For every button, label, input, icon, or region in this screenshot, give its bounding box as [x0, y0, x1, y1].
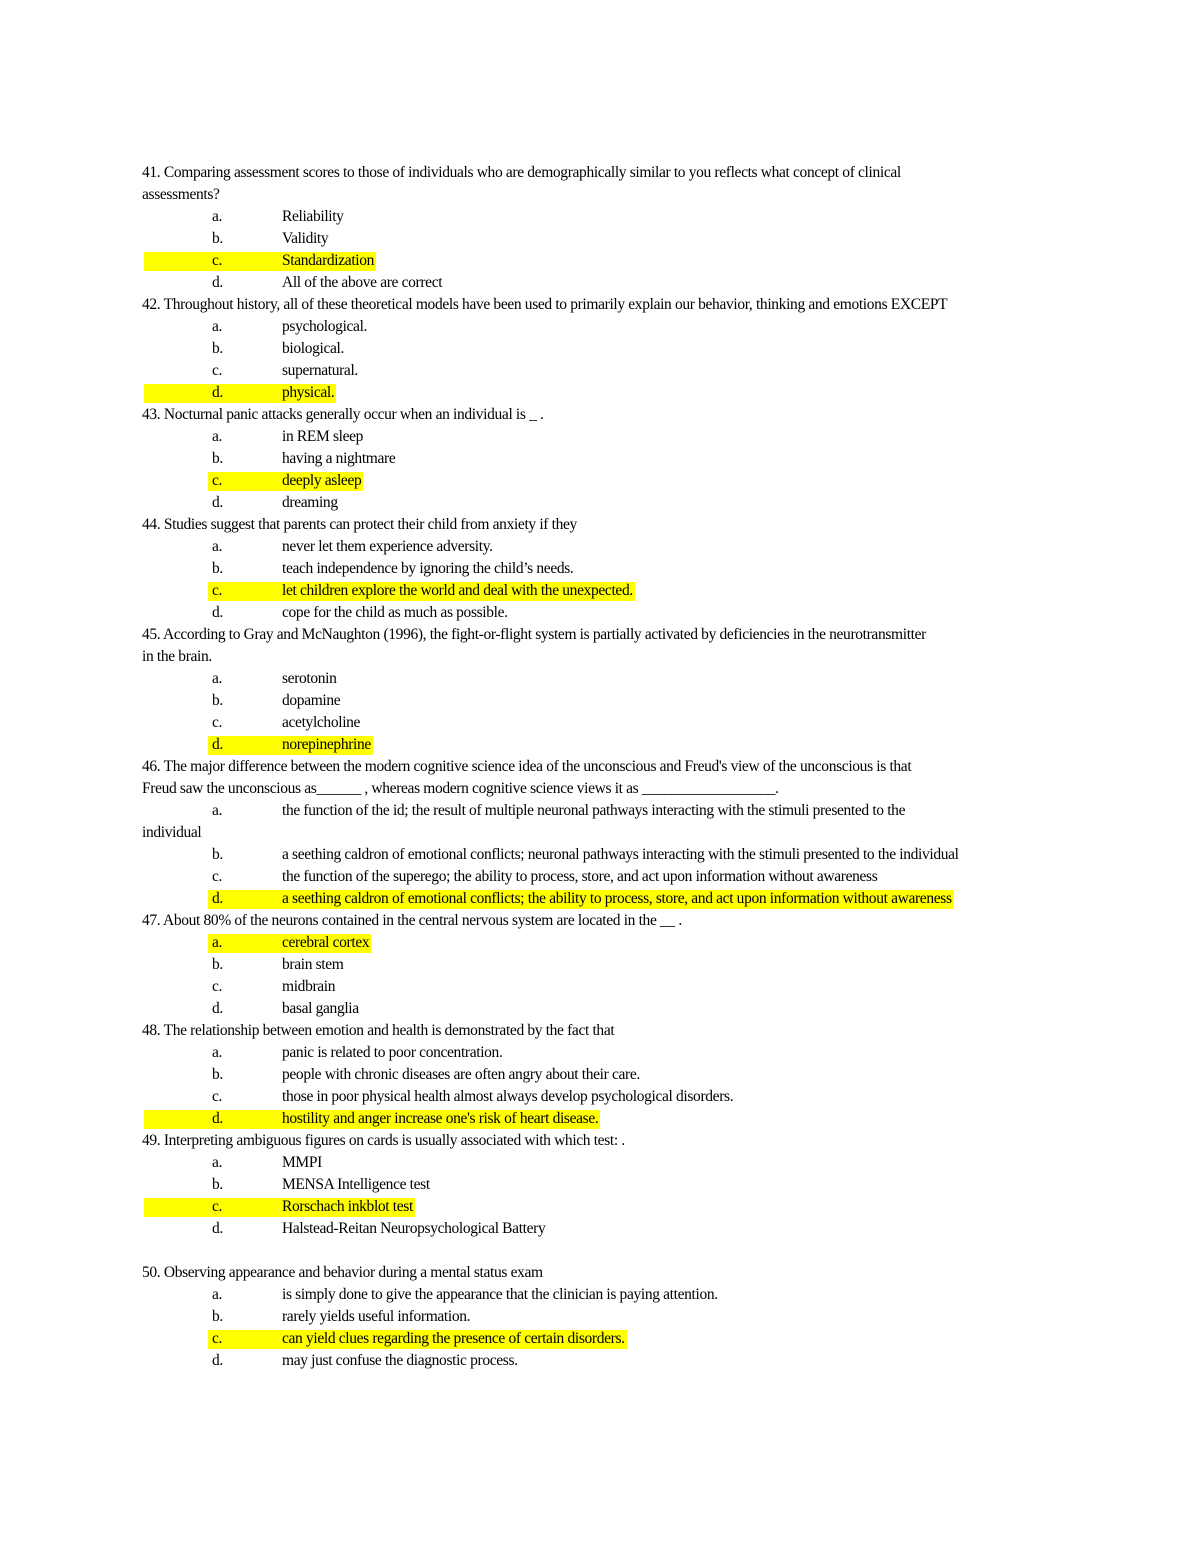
option-text: MENSA Intelligence test — [282, 1176, 430, 1193]
answer-option — [142, 668, 1072, 690]
option-letter: d. — [212, 274, 223, 291]
option-letter: d. — [212, 1220, 223, 1237]
answer-option-correct — [142, 932, 1072, 954]
option-letter: c. — [212, 362, 223, 379]
answer-option-correct — [142, 734, 1072, 756]
answer-option — [142, 492, 1072, 514]
option-text: serotonin — [282, 670, 337, 687]
option-text: panic is related to poor concentration. — [282, 1044, 503, 1061]
option-letter: c. — [212, 1330, 223, 1347]
question-block — [142, 1130, 1072, 1240]
question-block — [142, 404, 1072, 514]
answer-option — [142, 1086, 1072, 1108]
option-text: may just confuse the diagnostic process. — [282, 1352, 518, 1369]
option-letter: c. — [212, 978, 223, 995]
option-text: All of the above are correct — [282, 274, 443, 291]
question-stem: 43. Nocturnal panic attacks generally occur when an individual is _ . — [142, 406, 544, 423]
answer-option — [142, 1042, 1072, 1064]
question-stem: 49. Interpreting ambiguous figures on cards is usually associated with which test: . — [142, 1132, 625, 1149]
answer-option-correct — [142, 1328, 1072, 1350]
option-text: Rorschach inkblot test — [282, 1198, 413, 1215]
answer-option-correct — [142, 250, 1072, 272]
option-letter: a. — [212, 318, 223, 335]
option-letter: a. — [212, 208, 223, 225]
answer-option — [142, 536, 1072, 558]
answer-option-correct — [142, 1108, 1072, 1130]
option-letter: c. — [212, 582, 223, 599]
answer-option-correct — [142, 888, 1072, 910]
option-letter: a. — [212, 670, 223, 687]
option-text: having a nightmare — [282, 450, 396, 467]
option-letter: c. — [212, 472, 223, 489]
option-text: midbrain — [282, 978, 336, 995]
answer-option-correct — [142, 1196, 1072, 1218]
option-text: dreaming — [282, 494, 338, 511]
answer-option — [142, 998, 1072, 1020]
option-text: dopamine — [282, 692, 341, 709]
option-text: those in poor physical health almost always develop psychological disorders. — [282, 1088, 734, 1105]
option-letter: c. — [212, 714, 223, 731]
option-text: teach independence by ignoring the child’s needs. — [282, 560, 574, 577]
option-text: Standardization — [282, 252, 375, 269]
option-letter: d. — [212, 494, 223, 511]
option-text: cerebral cortex — [282, 934, 370, 951]
option-letter: b. — [212, 956, 223, 973]
option-text: brain stem — [282, 956, 344, 973]
option-letter: b. — [212, 230, 223, 247]
option-text: the function of the superego; the ability to process, store, and act upon information without awareness — [282, 868, 878, 885]
answer-option — [142, 844, 1072, 866]
answer-option — [142, 360, 1072, 382]
answer-option — [142, 800, 1072, 822]
question-block — [142, 514, 1072, 624]
answer-option — [142, 712, 1072, 734]
option-letter: a. — [212, 1044, 223, 1061]
question-stem-continued: assessments? — [142, 186, 220, 203]
answer-option — [142, 338, 1072, 360]
question-stem: 46. The major difference between the modern cognitive science idea of the unconscious and Freud's view of the unconscious is that — [142, 758, 912, 775]
question-block — [142, 910, 1072, 1020]
option-text: can yield clues regarding the presence of certain disorders. — [282, 1330, 625, 1347]
option-text: MMPI — [282, 1154, 322, 1171]
spacer — [142, 1240, 1072, 1262]
answer-option — [142, 558, 1072, 580]
question-stem: 50. Observing appearance and behavior during a mental status exam — [142, 1264, 543, 1281]
question-stem-continued: Freud saw the unconscious as______ , whereas modern cognitive science views it as __________________. — [142, 780, 779, 797]
option-text: psychological. — [282, 318, 368, 335]
option-letter: d. — [212, 1352, 223, 1369]
option-letter: a. — [212, 802, 223, 819]
option-letter: d. — [212, 1000, 223, 1017]
option-text: Reliability — [282, 208, 344, 225]
answer-option — [142, 690, 1072, 712]
answer-option — [142, 976, 1072, 998]
question-block — [142, 756, 1072, 910]
option-letter: b. — [212, 450, 223, 467]
answer-option — [142, 316, 1072, 338]
option-letter: b. — [212, 692, 223, 709]
option-letter: a. — [212, 538, 223, 555]
question-block — [142, 624, 1072, 756]
question-stem: 42. Throughout history, all of these theoretical models have been used to primarily explain our behavior, thinking and emotions EXCEPT — [142, 296, 948, 313]
option-letter: d. — [212, 384, 223, 401]
answer-option — [142, 1064, 1072, 1086]
answer-option — [142, 1350, 1072, 1372]
answer-option — [142, 448, 1072, 470]
answer-option — [142, 1174, 1072, 1196]
option-text: the function of the id; the result of multiple neuronal pathways interacting with the stimuli presented to the — [282, 802, 906, 819]
answer-option — [142, 1152, 1072, 1174]
option-text: norepinephrine — [282, 736, 371, 753]
answer-option — [142, 1218, 1072, 1240]
option-letter: d. — [212, 736, 223, 753]
option-letter: d. — [212, 890, 223, 907]
option-text: supernatural. — [282, 362, 358, 379]
question-stem: 47. About 80% of the neurons contained in the central nervous system are located in the __ . — [142, 912, 682, 929]
option-text: rarely yields useful information. — [282, 1308, 471, 1325]
answer-option — [142, 602, 1072, 624]
option-text: Validity — [282, 230, 329, 247]
question-stem: 44. Studies suggest that parents can protect their child from anxiety if they — [142, 516, 577, 533]
question-block — [142, 294, 1072, 404]
question-block — [142, 1020, 1072, 1130]
option-letter: b. — [212, 1308, 223, 1325]
option-letter: a. — [212, 1286, 223, 1303]
answer-option-correct — [142, 382, 1072, 404]
option-letter: a. — [212, 934, 223, 951]
option-text: basal ganglia — [282, 1000, 359, 1017]
answer-option — [142, 954, 1072, 976]
option-text: a seething caldron of emotional conflicts; neuronal pathways interacting with the stimuli presented to the individual — [282, 846, 959, 863]
option-letter: b. — [212, 560, 223, 577]
option-letter: c. — [212, 1198, 223, 1215]
option-letter: c. — [212, 252, 223, 269]
option-text-continued: individual — [142, 824, 202, 841]
answer-option — [142, 426, 1072, 448]
option-letter: c. — [212, 868, 223, 885]
option-text: biological. — [282, 340, 345, 357]
question-stem-continued: in the brain. — [142, 648, 212, 665]
option-letter: d. — [212, 604, 223, 621]
option-text: deeply asleep — [282, 472, 362, 489]
option-text: hostility and anger increase one's risk of heart disease. — [282, 1110, 599, 1127]
option-text: physical. — [282, 384, 335, 401]
question-block — [142, 1262, 1072, 1372]
option-text: never let them experience adversity. — [282, 538, 493, 555]
answer-option — [142, 1284, 1072, 1306]
question-stem: 45. According to Gray and McNaughton (1996), the fight-or-flight system is partially activated by deficiencies in the neurotransmitter — [142, 626, 926, 643]
option-letter: d. — [212, 1110, 223, 1127]
answer-option — [142, 1306, 1072, 1328]
answer-option-correct — [142, 470, 1072, 492]
option-letter: b. — [212, 846, 223, 863]
option-text: let children explore the world and deal with the unexpected. — [282, 582, 633, 599]
option-letter: a. — [212, 1154, 223, 1171]
option-text: Halstead-Reitan Neuropsychological Battery — [282, 1220, 546, 1237]
answer-option — [142, 866, 1072, 888]
option-text: is simply done to give the appearance that the clinician is paying attention. — [282, 1286, 718, 1303]
option-text: in REM sleep — [282, 428, 364, 445]
option-letter: c. — [212, 1088, 223, 1105]
question-stem: 41. Comparing assessment scores to those of individuals who are demographically similar to you reflects what concept of clinical — [142, 164, 901, 181]
answer-option-correct — [142, 580, 1072, 602]
option-letter: a. — [212, 428, 223, 445]
answer-option — [142, 228, 1072, 250]
option-text: people with chronic diseases are often angry about their care. — [282, 1066, 640, 1083]
option-text: a seething caldron of emotional conflicts; the ability to process, store, and act upon information without awareness — [282, 890, 952, 907]
question-stem: 48. The relationship between emotion and health is demonstrated by the fact that — [142, 1022, 615, 1039]
question-block — [142, 162, 1072, 294]
answer-option — [142, 272, 1072, 294]
option-text: cope for the child as much as possible. — [282, 604, 508, 621]
option-text: acetylcholine — [282, 714, 361, 731]
option-letter: b. — [212, 1176, 223, 1193]
answer-option — [142, 206, 1072, 228]
option-letter: b. — [212, 340, 223, 357]
option-letter: b. — [212, 1066, 223, 1083]
question-list — [142, 162, 1072, 1372]
